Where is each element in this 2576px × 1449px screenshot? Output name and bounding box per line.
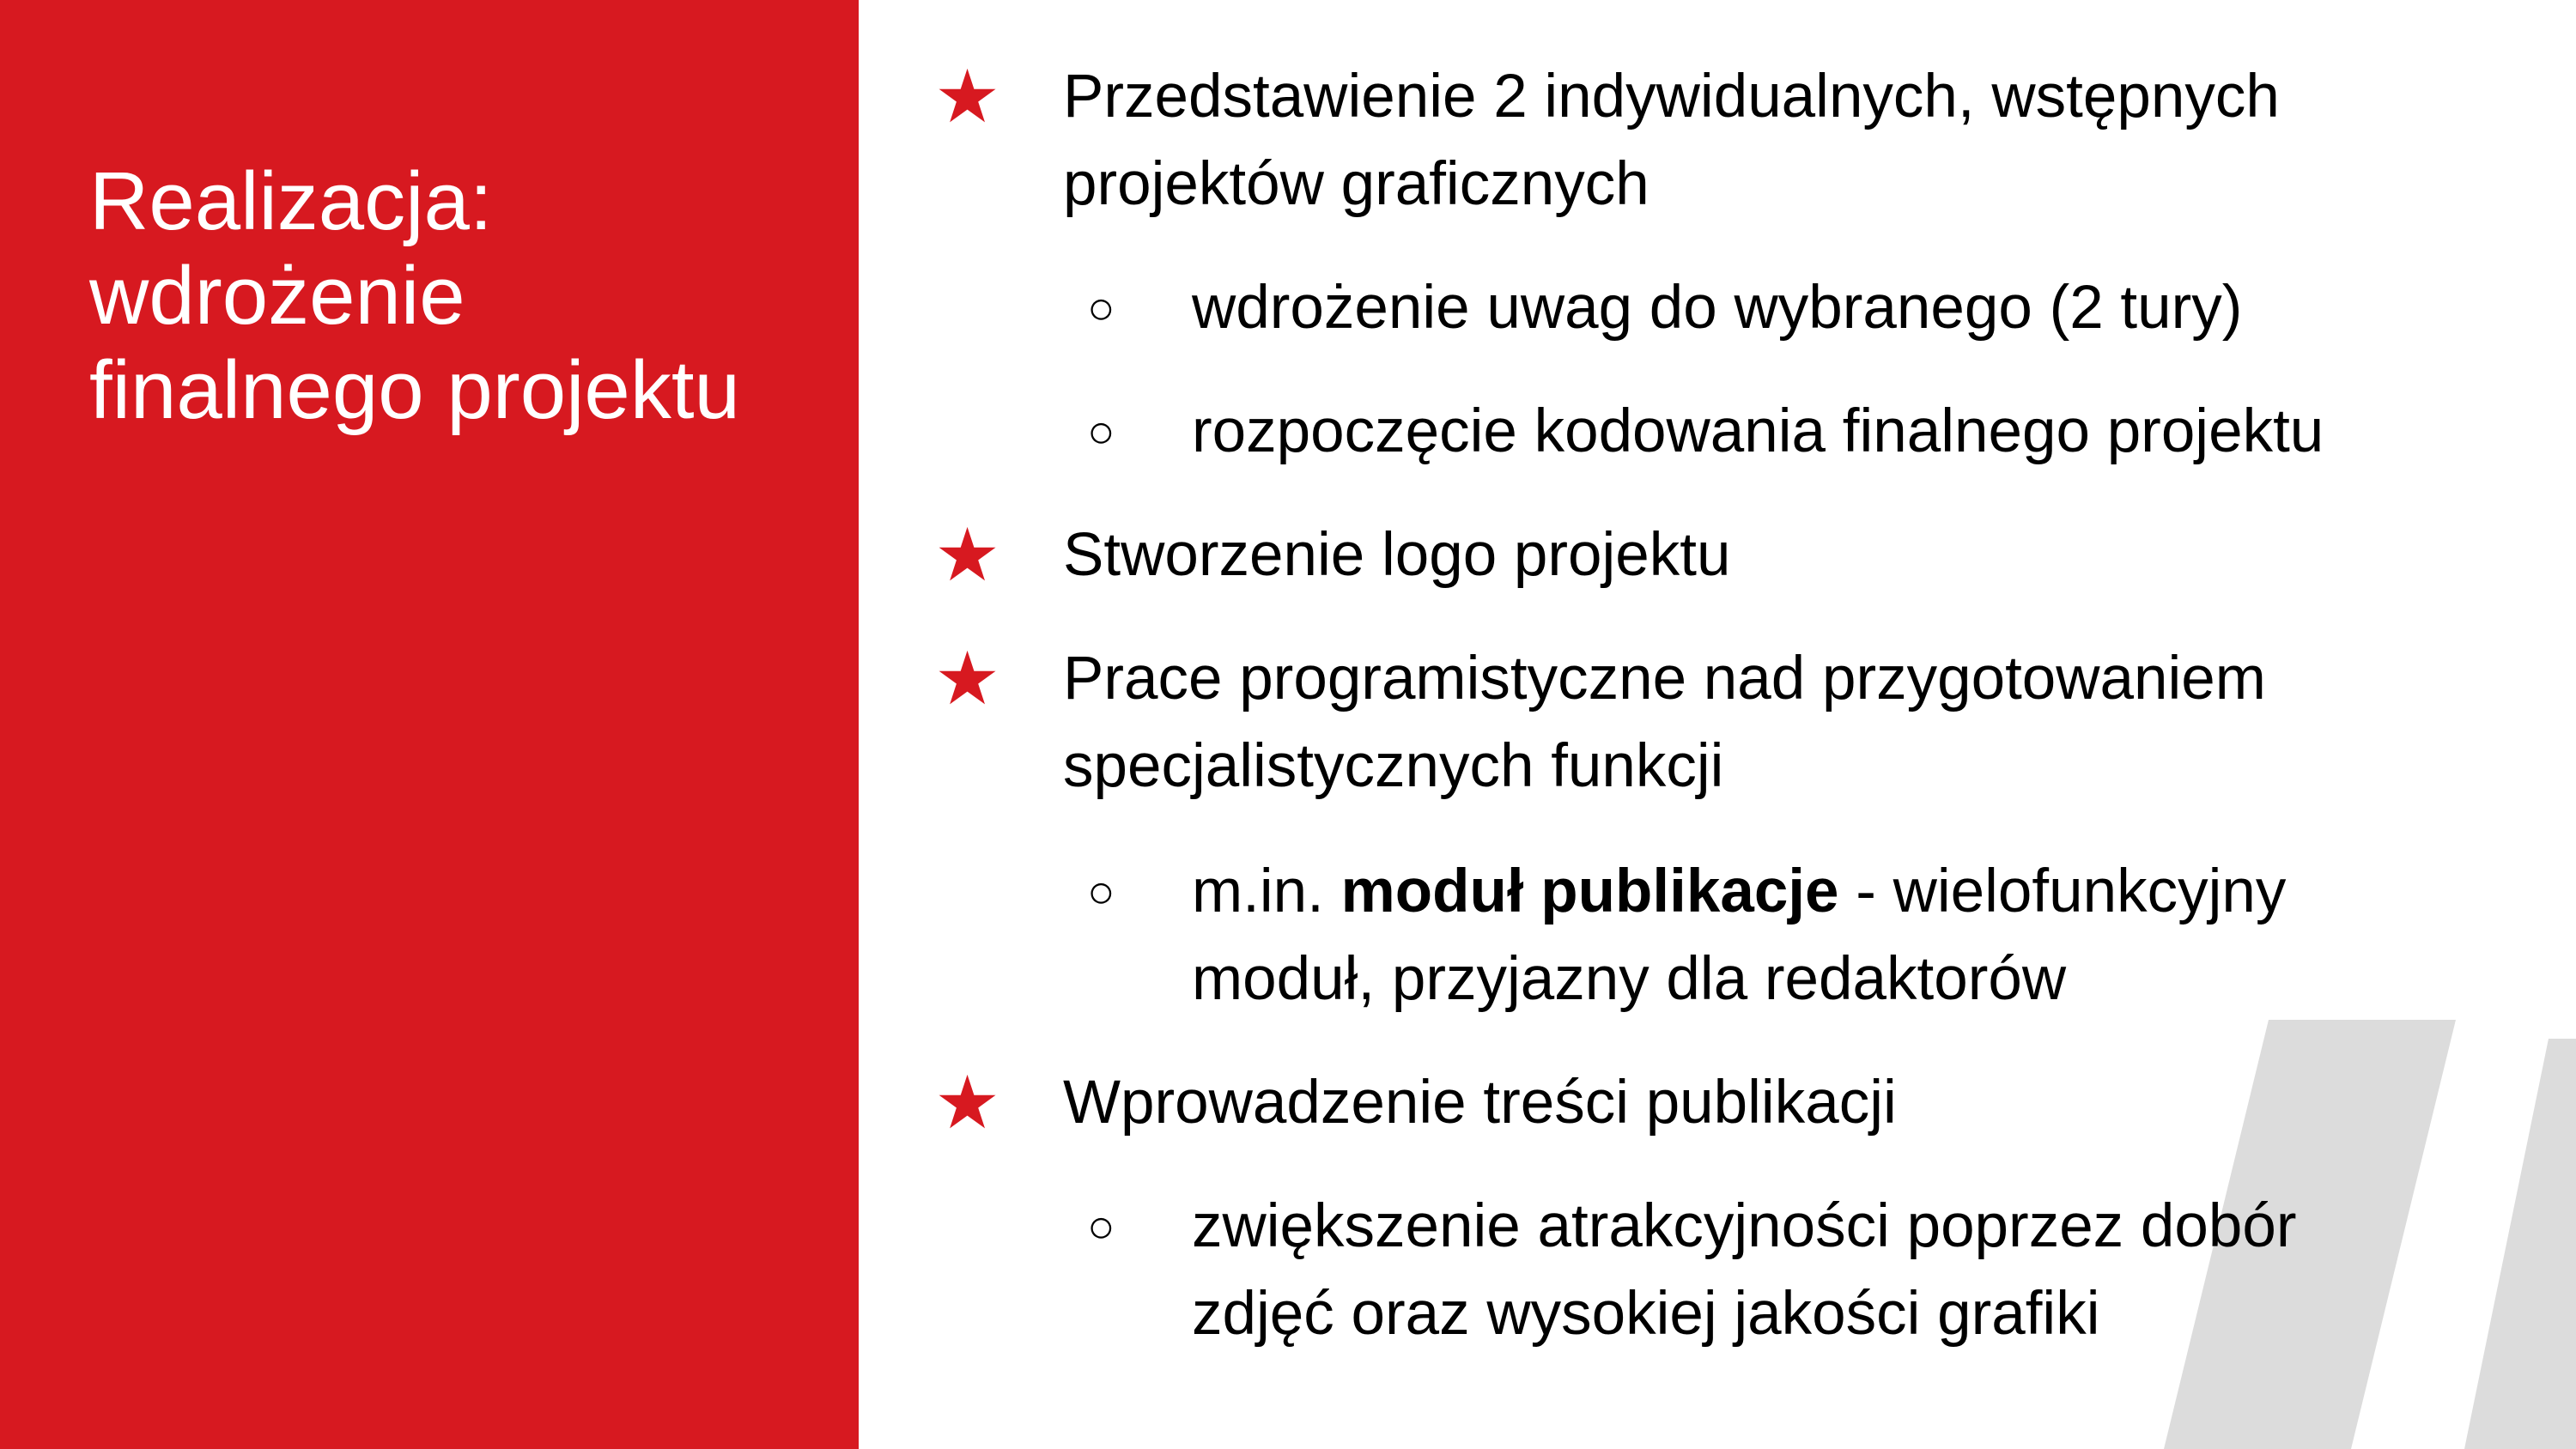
- title-panel: [0, 0, 859, 1449]
- bullet-text-line: projektów graficznych: [1063, 150, 1649, 218]
- star-icon: ★: [934, 56, 1001, 138]
- sub-bullet-text-line: rozpoczęcie kodowania finalnego projektu: [1192, 397, 2324, 465]
- bullet-text-line: Przedstawienie 2 indywidualnych, wstępnych: [1063, 63, 2280, 130]
- bullet-text-line: Stworzenie logo projektu: [1063, 521, 1731, 589]
- bullet-text-line: Wprowadzenie treści publikacji: [1063, 1069, 1897, 1137]
- slide-title: [89, 155, 828, 438]
- circle-icon: ○: [1087, 406, 1115, 458]
- circle-icon: ○: [1087, 282, 1115, 334]
- sub-bullet-text: [1192, 848, 2286, 1023]
- slide-title-line: wdrożenie: [89, 250, 465, 342]
- bullet-text: [1063, 1059, 1897, 1147]
- slide-title-line: Realizacja:: [89, 155, 493, 247]
- bullet-text-line: Prace programistyczne nad przygotowaniem: [1063, 645, 2266, 712]
- star-icon: ★: [934, 638, 1001, 720]
- sub-bullet-text: [1192, 264, 2242, 352]
- sub-bullet-suffix: - wielofunkcyjny: [1838, 858, 2287, 925]
- sub-bullet-bold: moduł publikacje: [1340, 858, 1839, 925]
- sub-bullet-text-line: moduł, przyjazny dla redaktorów: [1192, 945, 2067, 1013]
- bullet-text-line: specjalistycznych funkcji: [1063, 732, 1724, 800]
- sub-bullet-text-line: zdjęć oraz wysokiej jakości grafiki: [1192, 1280, 2100, 1348]
- star-icon: ★: [934, 1062, 1001, 1144]
- circle-icon: ○: [1087, 1201, 1115, 1252]
- sub-bullet-text-line: zwiększenie atrakcyjności poprzez dobór: [1192, 1192, 2297, 1260]
- sub-bullet-text: [1192, 388, 2324, 476]
- bullet-text: [1063, 53, 2280, 228]
- circle-icon: ○: [1087, 866, 1115, 918]
- sub-bullet-text-line: [1192, 848, 2286, 936]
- star-icon: ★: [934, 514, 1001, 597]
- slide-title-line: finalnego projektu: [89, 344, 740, 436]
- bullet-text: [1063, 512, 1731, 599]
- sub-bullet-text: [1192, 1183, 2297, 1358]
- bullet-list: [859, 0, 2576, 1449]
- sub-bullet-text-line: wdrożenie uwag do wybranego (2 tury): [1192, 274, 2243, 342]
- sub-bullet-prefix: m.in.: [1192, 858, 1341, 925]
- bullet-text: [1063, 635, 2266, 810]
